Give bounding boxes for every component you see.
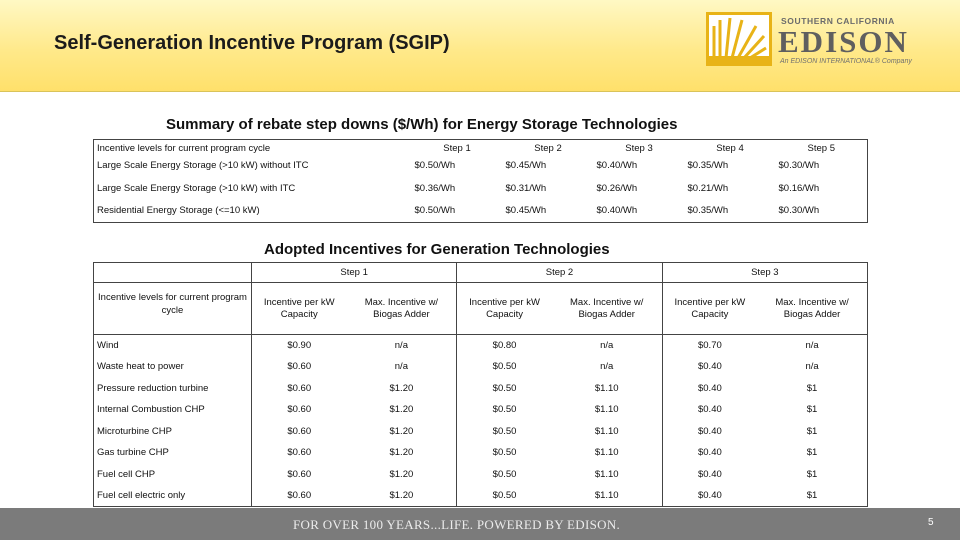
table-cell: $0.60: [252, 421, 347, 443]
table-cell: $0.60: [252, 378, 347, 400]
table-cell: $1.10: [594, 382, 619, 394]
slide-title: Self-Generation Incentive Program (SGIP): [54, 32, 450, 54]
column-header: Max. Incentive w/ Biogas Adder: [757, 283, 867, 335]
generation-table-title: Adopted Incentives for Generation Technologies: [264, 241, 610, 258]
table-cell: $0.50/Wh: [414, 205, 456, 217]
table-cell: $1.10: [594, 447, 619, 459]
row-label: Waste heat to power: [97, 361, 184, 373]
table-cell: $1: [806, 425, 818, 437]
table-cell: $0.40: [662, 464, 757, 486]
table-cell: $0.50: [457, 464, 552, 486]
table-cell: n/a: [600, 340, 614, 351]
table-cell: $0.45/Wh: [505, 205, 547, 217]
edison-logo: [706, 12, 916, 70]
table-row: [94, 399, 868, 421]
table-cell: $0.60: [252, 464, 347, 486]
table-row: [94, 485, 868, 507]
table-cell: $0.40: [662, 485, 757, 507]
table-cell: $1: [806, 404, 818, 416]
table-cell: $0.26/Wh: [596, 182, 638, 194]
table-cell: $1: [806, 447, 818, 459]
logo-top-text: SOUTHERN CALIFORNIA: [781, 16, 895, 26]
table-cell: $1.20: [389, 404, 414, 416]
table-cell: $1.10: [594, 404, 619, 416]
row-label: Microturbine CHP: [97, 425, 172, 437]
table-cell: n/a: [805, 340, 819, 351]
column-header: Max. Incentive w/ Biogas Adder: [552, 283, 662, 335]
table-cell: $1.20: [389, 490, 414, 501]
table-cell: $1: [806, 468, 818, 480]
table-cell: $0.90: [252, 335, 347, 357]
column-header: Step 3: [625, 142, 653, 154]
table-cell: $0.21/Wh: [687, 182, 729, 194]
sun-logo-icon: [706, 12, 772, 66]
footer-bar: [0, 508, 960, 540]
table-cell: $1.10: [594, 490, 619, 501]
row-label: Wind: [97, 340, 119, 351]
table-cell: $0.60: [252, 485, 347, 507]
row-label: Large Scale Energy Storage (>10 kW) with ITC: [97, 182, 296, 194]
table-cell: $0.50: [457, 485, 552, 507]
table-cell: n/a: [600, 361, 614, 373]
table-cell: $1.20: [389, 468, 414, 480]
row-label: Residential Energy Storage (<=10 kW): [97, 205, 260, 217]
table-cell: $1.10: [594, 468, 619, 480]
header-label: Incentive levels for current program cycle: [94, 283, 252, 335]
table-cell: $0.60: [252, 442, 347, 464]
table-row: [94, 442, 868, 464]
page-number: 5: [928, 517, 934, 528]
row-label: Internal Combustion CHP: [97, 404, 205, 416]
table-row: [94, 154, 868, 177]
storage-table-title: Summary of rebate step downs ($/Wh) for Energy Storage Technologies: [166, 116, 678, 133]
table-cell: $1.20: [389, 382, 414, 394]
column-header: Step 5: [807, 142, 835, 154]
step-header-row: [94, 263, 868, 283]
column-header: Step 2: [457, 263, 662, 283]
row-label: Gas turbine CHP: [97, 447, 169, 459]
table-cell: $1: [806, 382, 818, 394]
table-cell: $0.50: [457, 421, 552, 443]
table-cell: $1.20: [389, 447, 414, 459]
table-cell: $0.50: [457, 442, 552, 464]
table-cell: $0.40: [662, 378, 757, 400]
column-header: Incentive per kW Capacity: [662, 283, 757, 335]
column-header: Incentive per kW Capacity: [457, 283, 552, 335]
table-cell: $0.70: [662, 335, 757, 357]
table-cell: $0.50: [457, 378, 552, 400]
table-cell: $1.20: [389, 425, 414, 437]
table-cell: $0.50: [457, 399, 552, 421]
table-cell: $0.50/Wh: [414, 159, 456, 171]
table-cell: $0.40/Wh: [596, 159, 638, 171]
column-header: Incentive per kW Capacity: [252, 283, 347, 335]
table-cell: $0.40: [662, 399, 757, 421]
table-cell: $0.40/Wh: [596, 205, 638, 217]
table-header-row: [94, 140, 868, 154]
column-header: Step 4: [716, 142, 744, 154]
table-cell: $0.35/Wh: [687, 159, 729, 171]
table-cell: $0.40: [662, 356, 757, 378]
table-cell: $0.36/Wh: [414, 182, 456, 194]
table-row: [94, 378, 868, 400]
column-header: Step 2: [534, 142, 562, 154]
column-header: Step 3: [662, 263, 867, 283]
table-cell: $0.30/Wh: [778, 159, 820, 171]
storage-rebate-table: [93, 139, 868, 223]
column-header: Max. Incentive w/ Biogas Adder: [346, 283, 456, 335]
table-cell: $0.40: [662, 421, 757, 443]
row-label: Fuel cell electric only: [97, 490, 186, 501]
table-cell: $0.80: [457, 335, 552, 357]
logo-sub-text: An EDISON INTERNATIONAL® Company: [780, 58, 912, 65]
table-cell: n/a: [394, 340, 408, 351]
table-cell: $0.60: [252, 356, 347, 378]
table-row: [94, 335, 868, 357]
header-label: Incentive levels for current program cycle: [97, 142, 271, 154]
subheader-row: [94, 283, 868, 335]
table-cell: n/a: [394, 361, 408, 373]
table-row: [94, 200, 868, 223]
logo-main-text: EDISON: [778, 24, 909, 59]
table-cell: $1.10: [594, 425, 619, 437]
row-label: Fuel cell CHP: [97, 468, 156, 480]
table-cell: $0.45/Wh: [505, 159, 547, 171]
footer-tagline: FOR OVER 100 YEARS...LIFE. POWERED BY EDISON.: [293, 517, 621, 532]
table-row: [94, 464, 868, 486]
table-cell: $0.35/Wh: [687, 205, 729, 217]
table-row: [94, 421, 868, 443]
row-label: Pressure reduction turbine: [97, 382, 209, 394]
table-cell: n/a: [805, 361, 819, 373]
table-cell: $0.31/Wh: [505, 182, 547, 194]
table-cell: $0.40: [662, 442, 757, 464]
column-header: Step 1: [252, 263, 457, 283]
table-row: [94, 177, 868, 200]
column-header: Step 1: [443, 142, 471, 154]
table-cell: $0.60: [252, 399, 347, 421]
table-cell: $0.16/Wh: [778, 182, 820, 194]
row-label: Large Scale Energy Storage (>10 kW) without ITC: [97, 159, 309, 171]
table-cell: $0.30/Wh: [778, 205, 820, 217]
generation-incentive-table: [93, 262, 868, 507]
table-cell: $0.50: [457, 356, 552, 378]
table-row: [94, 356, 868, 378]
table-cell: $1: [806, 490, 818, 501]
